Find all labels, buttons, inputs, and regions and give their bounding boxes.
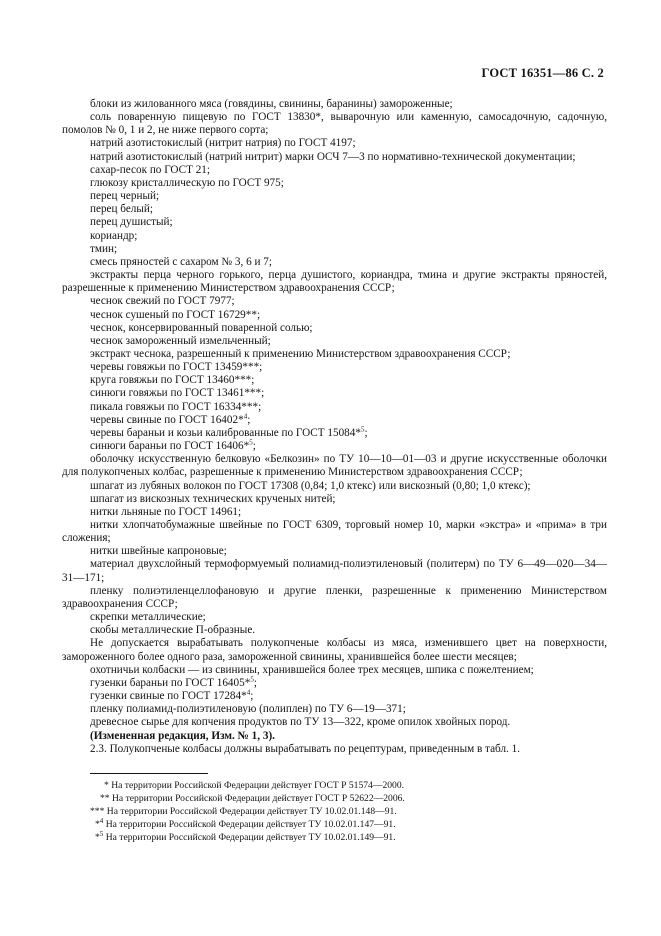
footnote-mark: * — [95, 832, 100, 843]
footnote-ref: 5 — [250, 675, 254, 684]
footnote-mark: * — [95, 819, 100, 830]
paragraph-text: синюги бараньи по ГОСТ 16406* — [90, 440, 250, 453]
paragraph — [62, 414, 607, 427]
paragraph — [62, 677, 607, 690]
paragraph: пленку полиамид-полиэтиленовую (полиплен) по ТУ 6—19—371; — [90, 703, 406, 716]
paragraph: экстракты перца черного горького, перца душистого, кориандра, тмина и другие экстракты пряностей, разрешенные к применению Министерством здравоохранения СССР; — [62, 269, 607, 295]
paragraph: Не допускается вырабатывать полукопченые колбасы из мяса, изменившего цвет на поверхности, замороженного более одного раза, замороженной свинины, хранившейся более шести месяцев; — [62, 637, 607, 663]
paragraph: соль поваренную пищевую по ГОСТ 13830*, выварочную или каменную, самосадочную, садочную, помолов № 0, 1 и 2, не ниже первого сорта; — [62, 111, 607, 137]
amendment-note: (Измененная редакция, Изм. № 1, 3). — [90, 729, 275, 742]
paragraph: чеснок свежий по ГОСТ 7977; — [90, 295, 235, 308]
footnote — [90, 818, 570, 831]
footnote-ref: 4 — [246, 688, 251, 697]
paragraph: оболочку искусственную белковую «Белкозин» по ТУ 10—10—01—03 и другие искусственные оболочки для полукопченых колбас, разрешенные к применению Министерством здравоохранения СССР; — [62, 453, 607, 479]
footnote: * На территории Российской Федерации действует ГОСТ Р 51574—2000. — [104, 780, 405, 791]
paragraph: нитки швейные капроновые; — [90, 545, 227, 558]
paragraph: шпагат из лубяных волокон по ГОСТ 17308 (0,84; 1,0 ктекс) или вискозный (0,80; 1,0 ктекс); — [90, 479, 531, 492]
page-header: ГОСТ 16351—86 С. 2 — [481, 66, 604, 80]
page-body — [62, 98, 607, 756]
footnote-text: На территории Российской Федерации действует ТУ 10.02.01.149—91. — [103, 832, 396, 843]
footnotes — [90, 779, 570, 844]
paragraph: охотничьи колбаски — из свинины, хранившейся более трех месяцев, шпика с пожелтением; — [90, 663, 534, 676]
paragraph: кориандр; — [90, 229, 138, 242]
paragraph: 2.3. Полукопченые колбасы должны вырабатывать по рецептурам, приведенным в табл. 1. — [90, 742, 521, 755]
paragraph: натрий азотистокислый (нитрит натрия) по ГОСТ 4197; — [90, 137, 356, 150]
paragraph-end: ; — [252, 440, 256, 453]
paragraph-end: ; — [247, 413, 251, 426]
paragraph: древесное сырье для копчения продуктов по ТУ 13—322, кроме опилок хвойных пород. — [90, 716, 511, 729]
paragraph: перец черный; — [90, 190, 160, 203]
paragraph: нитки хлопчатобумажные швейные по ГОСТ 6309, торговый номер 10, марки «экстра» и «прима» в три сложения; — [62, 519, 607, 545]
paragraph: перец душистый; — [90, 216, 173, 229]
paragraph: синюги говяжьи по ГОСТ 13461***; — [90, 387, 265, 400]
paragraph: круга говяжьи по ГОСТ 13460***; — [90, 374, 255, 387]
paragraph: чеснок сушеный по ГОСТ 16729**; — [90, 308, 261, 321]
paragraph: скрепки металлические; — [90, 611, 206, 624]
paragraph-end: ; — [364, 426, 368, 439]
paragraph: натрий азотистокислый (натрий нитрит) марки ОСЧ 7—3 по нормативно-технической документации; — [90, 150, 576, 163]
footnote: *** На территории Российской Федерации действует ТУ 10.02.01.148—91. — [90, 806, 397, 817]
footnote-ref: 4 — [243, 412, 248, 421]
paragraph: перец белый; — [90, 203, 154, 216]
paragraph-text: гузенки свиные по ГОСТ 17284* — [90, 690, 247, 703]
footnote-ref: 5 — [249, 438, 253, 447]
paragraph: пикала говяжьи по ГОСТ 16334***; — [90, 400, 262, 413]
footnote-divider — [90, 773, 208, 774]
paragraph — [62, 440, 607, 453]
paragraph: скобы металлические П-образные. — [90, 624, 256, 637]
footnote: ** На территории Российской Федерации действует ГОСТ Р 52622—2006. — [100, 793, 405, 804]
paragraph: материал двухслойный термоформуемый полиамид-полиэтиленовый (политерм) по ТУ 6—49—020—34—31—171; — [62, 558, 607, 584]
paragraph-end: ; — [253, 676, 257, 689]
paragraph: глюкозу кристаллическую по ГОСТ 975; — [90, 176, 284, 189]
paragraph: пленку полиэтиленцеллофановую и другие пленки, разрешенные к применению Министерством здравоохранения СССР; — [62, 584, 607, 610]
paragraph-end: ; — [250, 690, 254, 703]
footnote-mark-sup: 4 — [99, 816, 104, 825]
paragraph: нитки льняные по ГОСТ 14961; — [90, 505, 242, 518]
paragraph — [62, 690, 607, 703]
paragraph: шпагат из вискозных технических крученых нитей; — [90, 492, 336, 505]
paragraph-text: гузенки бараньи по ГОСТ 16405* — [90, 676, 251, 689]
paragraph: чеснок замороженный измельченный; — [90, 334, 271, 347]
footnote-mark-sup: 5 — [99, 829, 104, 838]
footnote-ref: 5 — [360, 425, 365, 434]
paragraph-text: черевы свиные по ГОСТ 16402* — [90, 413, 244, 426]
paragraph: блоки из жилованного мяса (говядины, свинины, баранины) замороженные; — [90, 98, 453, 110]
paragraph: экстракт чеснока, разрешенный к применению Министерством здравоохранения СССР; — [90, 347, 511, 360]
footnote — [90, 831, 570, 844]
paragraph: сахар-песок по ГОСТ 21; — [90, 163, 210, 176]
paragraph: тмин; — [90, 242, 118, 255]
footnote-text: На территории Российской Федерации действует ТУ 10.02.01.147—91. — [103, 819, 396, 830]
paragraph: смесь пряностей с сахаром № 3, 6 и 7; — [90, 255, 272, 268]
paragraph: чеснок, консервированный поваренной солью; — [90, 321, 313, 334]
paragraph — [62, 427, 607, 440]
paragraph: черевы говяжьи по ГОСТ 13459***; — [90, 361, 263, 374]
paragraph-text: черевы бараньи и козьи калиброванные по ГОСТ 15084* — [90, 426, 361, 439]
